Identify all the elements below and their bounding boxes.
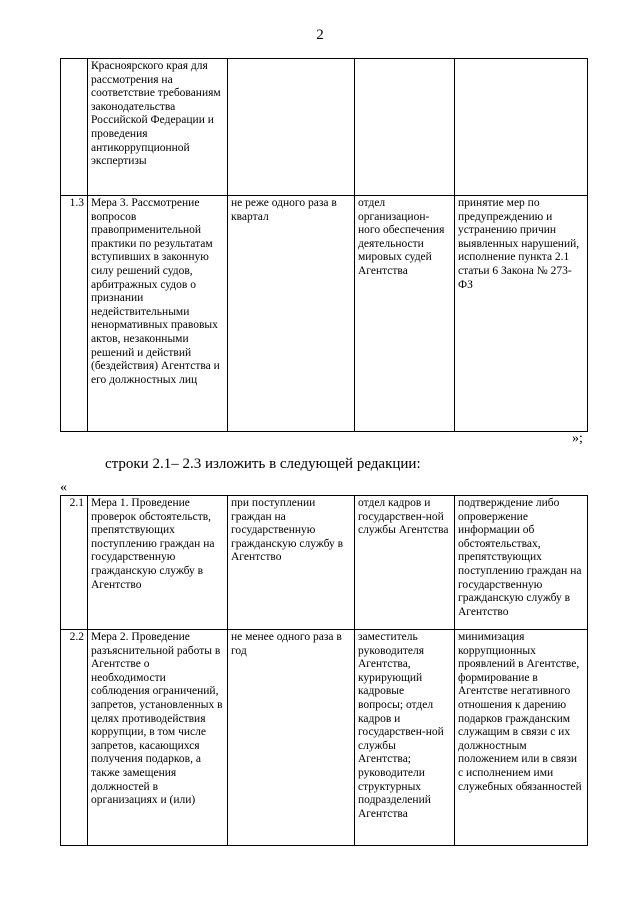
result-cell: принятие мер по предупреждению и устранению причин выявленных нарушений, исполнение пункта 2.1 статьи 6 Закона № 273-ФЗ <box>455 196 588 432</box>
measure-cell: Мера 1. Проведение проверок обстоятельств, препятствующих поступлению граждан на государственную гражданскую службу в Агентство <box>88 496 228 630</box>
measure-cell: Мера 3. Рассмотрение вопросов правоприменительной практики по результатам вступивших в законную силу решений судов, арбитражных судов о признании недействительными ненормативных правовых актов, незаконными решений и действий (бездействия) Агентства и его должностных лиц <box>88 196 228 432</box>
period-cell: не реже одного раза в квартал <box>228 196 355 432</box>
opening-quote-mark: « <box>60 480 67 495</box>
result-cell: подтверждение либо опровержение информации об обстоятельствах, препятствующих поступлению граждан на государственную гражданскую службу в Агентство <box>455 496 588 630</box>
closing-quote-mark: »; <box>572 431 583 446</box>
table-row <box>61 496 588 630</box>
period-cell: не менее одного раза в год <box>228 630 355 846</box>
table-row <box>61 630 588 846</box>
page-number: 2 <box>316 27 324 43</box>
measure-cell: Мера 2. Проведение разъяснительной работы в Агентстве о необходимости соблюдения ограничений, запретов, установленных в целях противодействия коррупции, в том числе запретов, касающихся получения подарков, а также замещения должностей в организациях и (или) <box>88 630 228 846</box>
responsible-cell: заместитель руководителя Агентства, курирующий кадровые вопросы; отдел кадров и государствен-ной службы Агентства; руководители структурных подразделений Агентства <box>355 630 455 846</box>
responsible-cell: отдел кадров и государствен-ной службы Агентства <box>355 496 455 630</box>
measure-cell: Красноярского края для рассмотрения на соответствие требованиям законодательства Российской Федерации и проведения антикоррупционной экспертизы <box>88 59 228 196</box>
amendment-instruction: строки 2.1– 2.3 изложить в следующей редакции: <box>105 456 421 472</box>
period-cell: при поступлении граждан на государственную гражданскую службу в Агентство <box>228 496 355 630</box>
measures-table-continued <box>60 58 588 432</box>
row-number-cell: 2.2 <box>61 630 88 846</box>
result-cell: минимизация коррупционных проявлений в Агентстве, формирование в Агентстве негативного отношения к дарению подарков гражданским служащим в связи с их должностным положением или в связи с исполнением ими служебных обязанностей <box>455 630 588 846</box>
table-row <box>61 196 588 432</box>
row-number-cell <box>61 59 88 196</box>
period-cell <box>228 59 355 196</box>
table-row <box>61 59 588 196</box>
responsible-cell: отдел организацион-ного обеспечения деятельности мировых судей Агентства <box>355 196 455 432</box>
result-cell <box>455 59 588 196</box>
responsible-cell <box>355 59 455 196</box>
row-number-cell: 1.3 <box>61 196 88 432</box>
row-number-cell: 2.1 <box>61 496 88 630</box>
measures-table-new-edition <box>60 495 588 846</box>
